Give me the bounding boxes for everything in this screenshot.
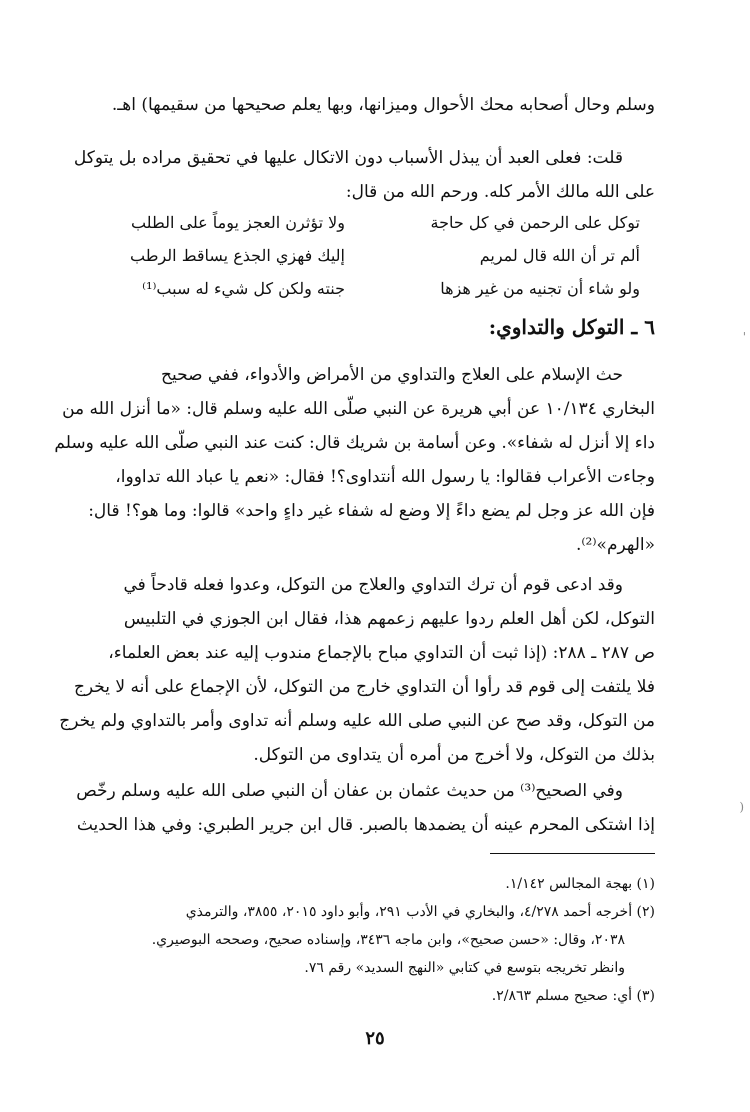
footnote-line: (٢) أخرجه أحمد ٤/٢٧٨، والبخاري في الأدب ٢٩١، وأبو داود ٢٠١٥، ٣٨٥٥، والترمذي [185,904,655,920]
text-line: داء إلا أنزل له شفاء». وعن أسامة بن شريك قال: كنت عند النبي صلّى الله عليه وسلم [54,433,655,453]
verse-first-half: ولو شاء أن تجنيه من غير هزها [440,279,640,298]
text-line: ص ٢٨٧ ـ ٢٨٨: (إذا ثبت أن التداوي مباح بالإجماع مندوب إليه عند بعض العلماء، [108,643,655,663]
footnote-line: (٣) أي: صحيح مسلم ٢/٨٦٣. [491,988,655,1004]
margin-mark: ( [739,800,744,814]
verse-first-half: توكل على الرحمن في كل حاجة [430,213,640,232]
text-line: على الله مالك الأمر كله. ورحم الله من قال: [345,182,655,202]
text-line: وسلم وحال أصحابه محك الأحوال وميزانها، وبها يعلم صحيحها من سقيمها) اهـ. [111,95,655,115]
text-line: التوكل، لكن أهل العلم ردوا عليهم زعمهم هذا، فقال ابن الجوزي في التلبيس [123,609,655,629]
text-line: قلت: فعلى العبد أن يبذل الأسباب دون الاتكال عليها في تحقيق مراده بل يتوكل [73,148,623,168]
text-line: «الهرم»⁽²⁾. [575,535,655,555]
poem-verse [80,239,640,272]
section-heading: ٦ ـ التوكل والتداوي: [488,315,655,339]
poem-verse [80,206,640,239]
footnote-separator [490,853,655,854]
poem [80,206,640,305]
text-line: من التوكل، وقد صح عن النبي صلى الله عليه وسلم أنه تداوى وأمر بالتداوي ولم يخرج [59,711,655,731]
poem-verse [80,272,640,305]
text-line: البخاري ١٠/١٣٤ عن أبي هريرة عن النبي صلّى الله عليه وسلم قال: «ما أنزل الله من [62,399,655,419]
text-line: وجاءت الأعراب فقالوا: يا رسول الله أنتداوى؟! فقال: «نعم يا عباد الله تداووا، [115,467,655,487]
verse-second-half: جنته ولكن كل شيء له سبب⁽¹⁾ [142,279,345,298]
paragraph-intro-end [45,88,655,122]
text-line: إذا اشتكى المحرم عينه أن يضمدها بالصبر. قال ابن جرير الطبري: وفي هذا الحديث [76,815,655,835]
footnotes [25,870,655,1010]
paragraph-treatment [45,358,655,562]
text-line: وقد ادعى قوم أن ترك التداوي والعلاج من التوكل، وعدوا فعله قادحاً في [123,575,623,595]
paragraph-sahih [45,774,655,842]
text-line: حث الإسلام على العلاج والتداوي من الأمراض والأدواء، ففي صحيح [161,365,623,385]
footnote-line: وانظر تخريجه بتوسع في كتابي «النهج السديد» رقم ٧٦. [304,960,625,976]
paragraph-ibn-aljawzi [45,568,655,772]
verse-first-half: ألم تر أن الله قال لمريم [479,246,640,265]
text-line: فلا يلتفت إلى قوم قد رأوا أن التداوي خارج من التوكل، لأن الإجماع على أنه لا يخرج [73,677,655,697]
paragraph-tawakkul [45,141,655,209]
verse-second-half: ولا تؤثرن العجز يوماً على الطلب [130,213,345,232]
footnote-line: ٢٠٣٨، وقال: «حسن صحيح»، وابن ماجه ٣٤٣٦، وإسناده صحيح، وصححه البوصيري. [151,932,625,948]
text-line: وفي الصحيح⁽³⁾ من حديث عثمان بن عفان أن النبي صلى الله عليه وسلم رخّص [76,781,623,801]
footnote-line: (١) بهجة المجالس ١/١٤٢. [505,876,655,892]
text-line: بذلك من التوكل، ولا أخرج من أمره أن يتداوى من التوكل. [253,745,655,765]
section-heading-block [45,310,655,344]
page-number: ٢٥ [365,1028,385,1049]
verse-second-half: إليك فهزي الجذع يساقط الرطب [130,246,345,265]
margin-mark: ' [742,330,746,344]
text-line: فإن الله عز وجل لم يضع داءً إلا وضع له شفاء غير داءٍ واحد» قالوا: وما هو؟! قال: [88,501,655,521]
